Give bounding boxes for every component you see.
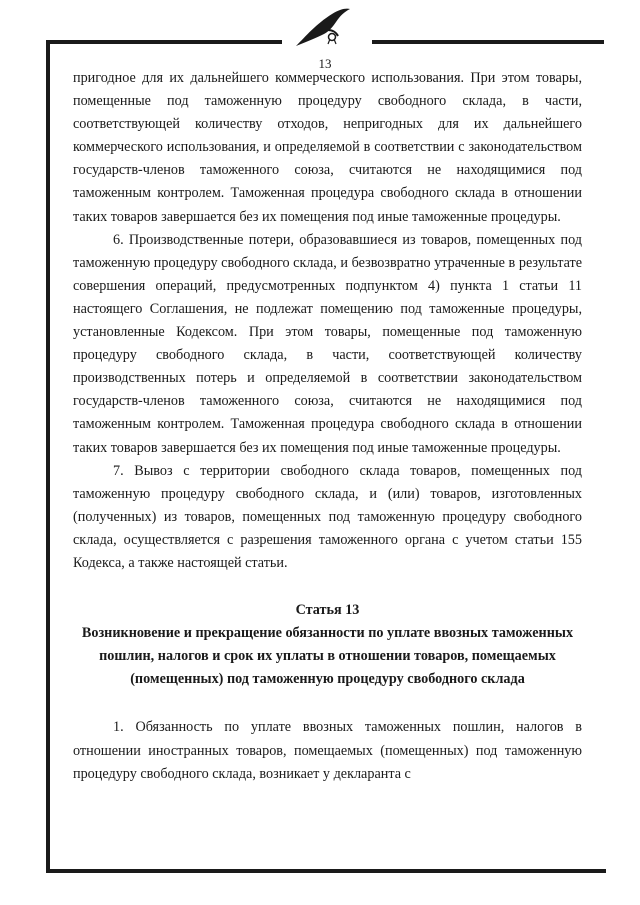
paragraph-continued: пригодное для их дальнейшего коммерческого использования. При этом товары, помещенные под таможенную процедуру свободного склада, в части, соответствующей количеству отходов, непригодных для их дальнейшего коммерческого использования, и определяемой в соответствии с законодательством государств-членов таможенного союза, считаются не находящимися под таможенным контролем. Таможенная процедура свободного склада в отношении таких товаров завершается без их помещения под иные таможенные процедуры. bbox=[73, 70, 582, 225]
page-number: 13 bbox=[318, 56, 332, 71]
article-title: Возникновение и прекращение обязанности по уплате ввозных таможенных пошлин, налогов и срок их уплаты в отношении товаров, помещаемых (помещенных) под таможенную процедуру свободного склада bbox=[81, 625, 574, 688]
page-frame-bottom bbox=[46, 869, 606, 873]
article-paragraph-1: 1. Обязанность по уплате ввозных таможенных пошлин, налогов в отношении иностранных товаров, помещаемых (помещенных) под таможенную процедуру свободного склада, возникает у декларанта с bbox=[73, 719, 582, 782]
page-frame-left bbox=[46, 40, 50, 873]
paragraph-6: 6. Производственные потери, образовавшиеся из товаров, помещенных под таможенную процедуру свободного склада, и безвозвратно утраченные в результате совершения операций, предусмотренных подпунктом 4) пункта 1 статьи 11 настоящего Соглашения, не подлежат помещению под таможенные процедуры, установленные Кодексом. При этом товары, помещенные под таможенную процедуру свободного склада, в части, соответствующей количеству производственных потерь и определяемой в соответствии законодательством государств-членов таможенного союза, считаются не находящимися под таможенным контролем. Таможенная процедура свободного склада в отношении таких товаров завершается без их помещения под иные таможенные процедуры. bbox=[73, 231, 582, 456]
paragraph-7: 7. Вывоз с территории свободного склада товаров, помещенных под таможенную процедуру свободного склада, и (или) товаров, изготовленных (полученных) из товаров, помещенных под таможенную процедуру свободного склада, осуществляется с разрешения таможенного органа с учетом статьи 155 Кодекса, а также настоящей статьи. bbox=[73, 462, 582, 571]
document-body bbox=[73, 67, 582, 786]
page-frame-top-right bbox=[372, 40, 604, 44]
bird-emblem-icon bbox=[294, 6, 354, 48]
article-number: Статья 13 bbox=[295, 602, 360, 619]
page-frame-top-left bbox=[46, 40, 282, 44]
